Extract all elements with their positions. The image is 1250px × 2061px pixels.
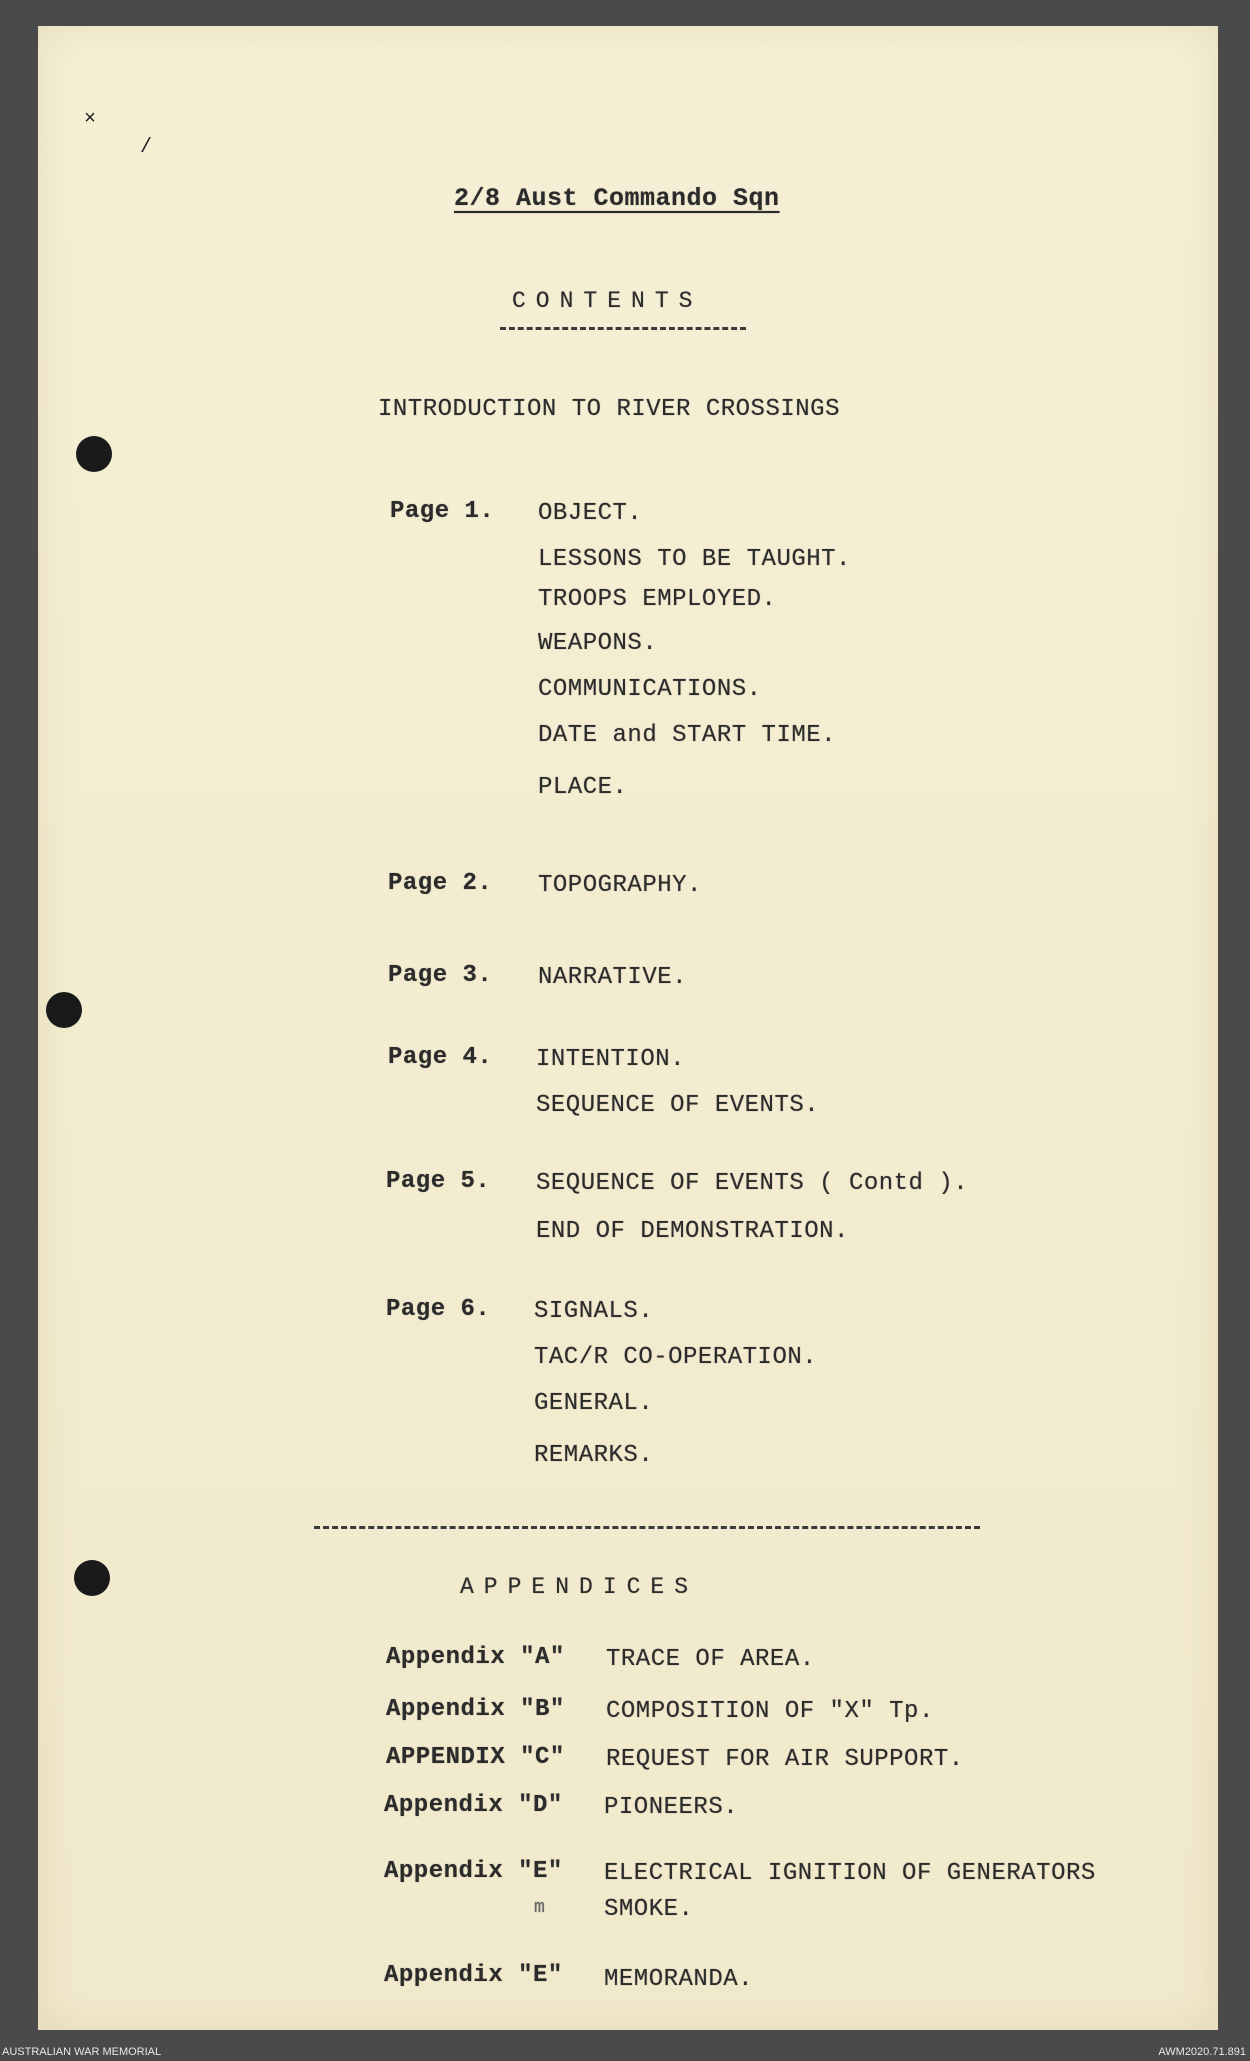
page-1-item: WEAPONS. xyxy=(538,630,658,657)
page-6-label: Page 6. xyxy=(386,1296,491,1323)
page-1-item: OBJECT. xyxy=(538,500,643,527)
page-3-item: NARRATIVE. xyxy=(538,964,688,991)
page-6-item: REMARKS. xyxy=(534,1442,654,1469)
page-1-item: PLACE. xyxy=(538,774,628,801)
pencil-tick-mark: / xyxy=(140,136,153,159)
footer-source: AUSTRALIAN WAR MEMORIAL xyxy=(2,2046,162,2058)
page-6-item: GENERAL. xyxy=(534,1390,654,1417)
page-2-item: TOPOGRAPHY. xyxy=(538,872,702,899)
page-5-label: Page 5. xyxy=(386,1168,491,1195)
contents-heading: CONTENTS xyxy=(512,288,703,314)
page-6-item: TAC/R CO-OPERATION. xyxy=(534,1344,818,1371)
appendix-title: MEMORANDA. xyxy=(604,1966,754,1993)
appendix-title: TRACE OF AREA. xyxy=(606,1646,815,1673)
appendix-label: Appendix "B" xyxy=(386,1696,565,1723)
appendix-label: APPENDIX "C" xyxy=(386,1744,565,1771)
appendix-label: Appendix "E" xyxy=(384,1962,563,1989)
page-3-label: Page 3. xyxy=(388,962,493,989)
appendix-label: Appendix "E" xyxy=(384,1858,563,1885)
page-4-item: INTENTION. xyxy=(536,1046,686,1073)
appendix-title: PIONEERS. xyxy=(604,1794,739,1821)
appendix-label: Appendix "A" xyxy=(386,1644,565,1671)
ditto-mark: m xyxy=(534,1898,546,1918)
appendices-heading: APPENDICES xyxy=(460,1574,699,1600)
page-2-label: Page 2. xyxy=(388,870,493,897)
unit-heading: 2/8 Aust Commando Sqn xyxy=(454,184,780,213)
page-1-label: Page 1. xyxy=(390,498,495,525)
page-5-item: END OF DEMONSTRATION. xyxy=(536,1218,849,1245)
page-1-item: COMMUNICATIONS. xyxy=(538,676,762,703)
page-5-item: SEQUENCE OF EVENTS ( Contd ). xyxy=(536,1170,969,1197)
section-divider xyxy=(314,1526,980,1529)
page-1-item: DATE and START TIME. xyxy=(538,722,837,749)
footer-reference: AWM2020.71.891 xyxy=(1158,2046,1246,2058)
appendix-label: Appendix "D" xyxy=(384,1792,563,1819)
punch-hole-middle xyxy=(46,992,82,1028)
appendix-title: COMPOSITION OF "X" Tp. xyxy=(606,1698,934,1725)
contents-underline xyxy=(500,327,746,330)
intro-title: INTRODUCTION TO RIVER CROSSINGS xyxy=(378,396,840,423)
page-4-item: SEQUENCE OF EVENTS. xyxy=(536,1092,820,1119)
punch-hole-top xyxy=(76,436,112,472)
appendix-title: ELECTRICAL IGNITION OF GENERATORS xyxy=(604,1860,1096,1887)
page-1-item: TROOPS EMPLOYED. xyxy=(538,586,777,613)
page-4-label: Page 4. xyxy=(388,1044,493,1071)
pencil-cross-mark: × xyxy=(84,108,97,131)
page-1-item: LESSONS TO BE TAUGHT. xyxy=(538,546,851,573)
appendix-title: REQUEST FOR AIR SUPPORT. xyxy=(606,1746,964,1773)
punch-hole-bottom xyxy=(74,1560,110,1596)
appendix-title-continued: SMOKE. xyxy=(604,1896,694,1923)
page-6-item: SIGNALS. xyxy=(534,1298,654,1325)
